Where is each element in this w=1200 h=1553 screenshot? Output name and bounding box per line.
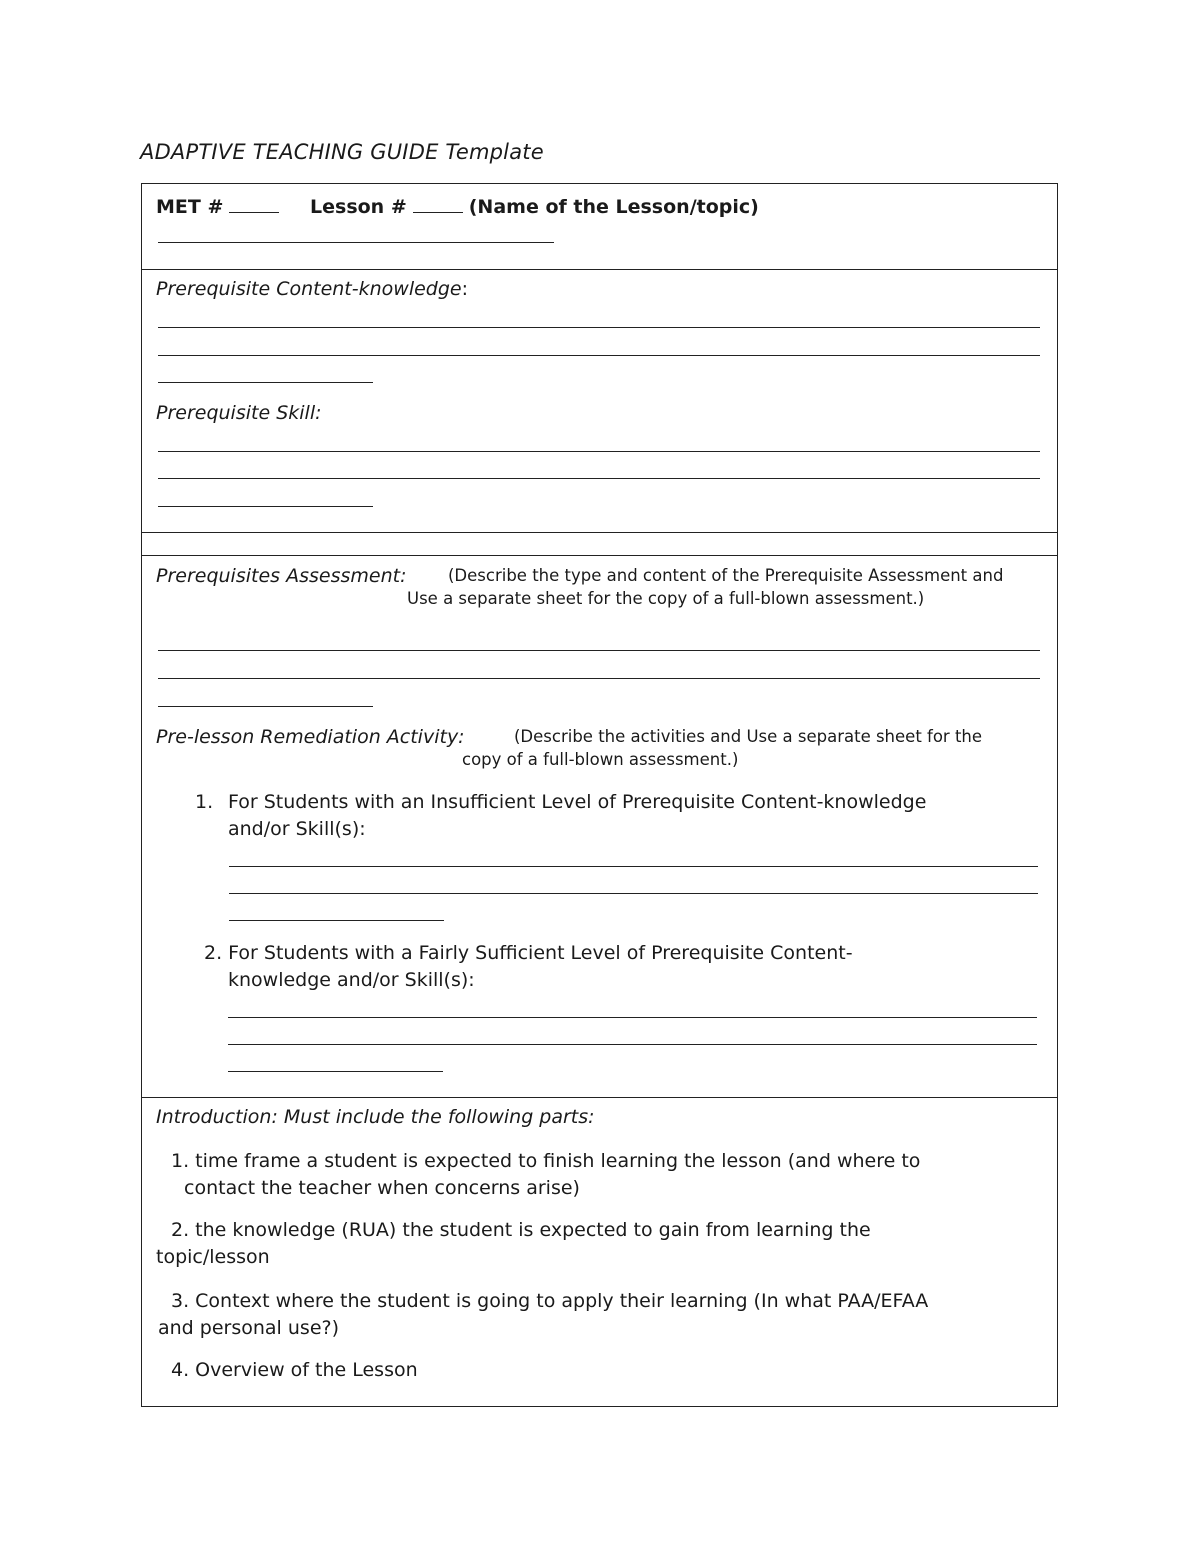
prerequisites-cell [142, 270, 1057, 533]
introduction-label: Introduction: Must include the following parts: [156, 1106, 595, 1128]
met-label: MET # [156, 196, 224, 218]
met-number-blank[interactable] [229, 194, 279, 213]
assessment-description: (Describe the type and content of the Prerequisite Assessment and [448, 566, 1004, 585]
assessment-description: Use a separate sheet for the copy of a full-blown assessment.) [407, 589, 925, 608]
template-table [141, 183, 1058, 1407]
introduction-item-2: 2. the knowledge (RUA) the student is expected to gain from learning the [171, 1219, 871, 1241]
remediation-item-2: knowledge and/or Skill(s): [228, 969, 475, 991]
lesson-number-blank[interactable] [413, 194, 463, 213]
content-knowledge-label: Prerequisite Content-knowledge [156, 278, 462, 300]
content-knowledge-colon: : [461, 278, 469, 300]
skill-answer-line[interactable] [158, 451, 1040, 452]
assessment-answer-line[interactable] [158, 706, 373, 707]
prerequisite-skill-label: Prerequisite Skill: [156, 402, 322, 424]
remediation-item-1-answer-line[interactable] [229, 866, 1038, 867]
introduction-item-2: topic/lesson [156, 1246, 270, 1268]
introduction-item-3: and personal use?) [158, 1317, 340, 1339]
lesson-header-cell [142, 184, 1057, 270]
remediation-item-1: For Students with an Insufficient Level of Prerequisite Content-knowledge [228, 791, 927, 813]
remediation-item-1: and/or Skill(s): [228, 818, 366, 840]
assessment-answer-line[interactable] [158, 650, 1040, 651]
remediation-label: Pre-lesson Remediation Activity: [156, 726, 465, 748]
assessment-cell [142, 556, 1057, 1098]
content-knowledge-answer-line[interactable] [158, 355, 1040, 356]
introduction-cell [142, 1098, 1057, 1406]
content-knowledge-line [156, 278, 468, 300]
assessment-answer-line[interactable] [158, 678, 1040, 679]
spacer-row [142, 533, 1057, 556]
lesson-name-label: (Name of the Lesson/topic) [468, 196, 759, 218]
skill-answer-line[interactable] [158, 478, 1040, 479]
introduction-item-1: contact the teacher when concerns arise) [184, 1177, 580, 1199]
lesson-name-blank[interactable] [158, 242, 554, 243]
skill-answer-line[interactable] [158, 506, 373, 507]
remediation-item-1-answer-line[interactable] [229, 920, 444, 921]
introduction-item-3: 3. Context where the student is going to apply their learning (In what PAA/EFAA [171, 1290, 929, 1312]
remediation-description: copy of a full-blown assessment.) [462, 750, 739, 769]
introduction-item-4: 4. Overview of the Lesson [171, 1359, 418, 1381]
remediation-item-number: 1. [195, 791, 214, 813]
document-title: ADAPTIVE TEACHING GUIDE Template [140, 140, 544, 164]
assessment-label: Prerequisites Assessment: [156, 565, 407, 587]
introduction-item-1: 1. time frame a student is expected to finish learning the lesson (and where to [171, 1150, 921, 1172]
content-knowledge-answer-line[interactable] [158, 327, 1040, 328]
remediation-item-2-answer-line[interactable] [228, 1017, 1037, 1018]
remediation-item-2-answer-line[interactable] [228, 1071, 443, 1072]
remediation-item-2-answer-line[interactable] [228, 1044, 1037, 1045]
met-lesson-line [156, 194, 759, 218]
content-knowledge-answer-line[interactable] [158, 382, 373, 383]
remediation-description: (Describe the activities and Use a separate sheet for the [514, 727, 983, 746]
remediation-item-1-answer-line[interactable] [229, 893, 1038, 894]
remediation-item-2: 2. For Students with a Fairly Sufficient Level of Prerequisite Content- [204, 942, 853, 964]
lesson-label: Lesson # [310, 196, 407, 218]
